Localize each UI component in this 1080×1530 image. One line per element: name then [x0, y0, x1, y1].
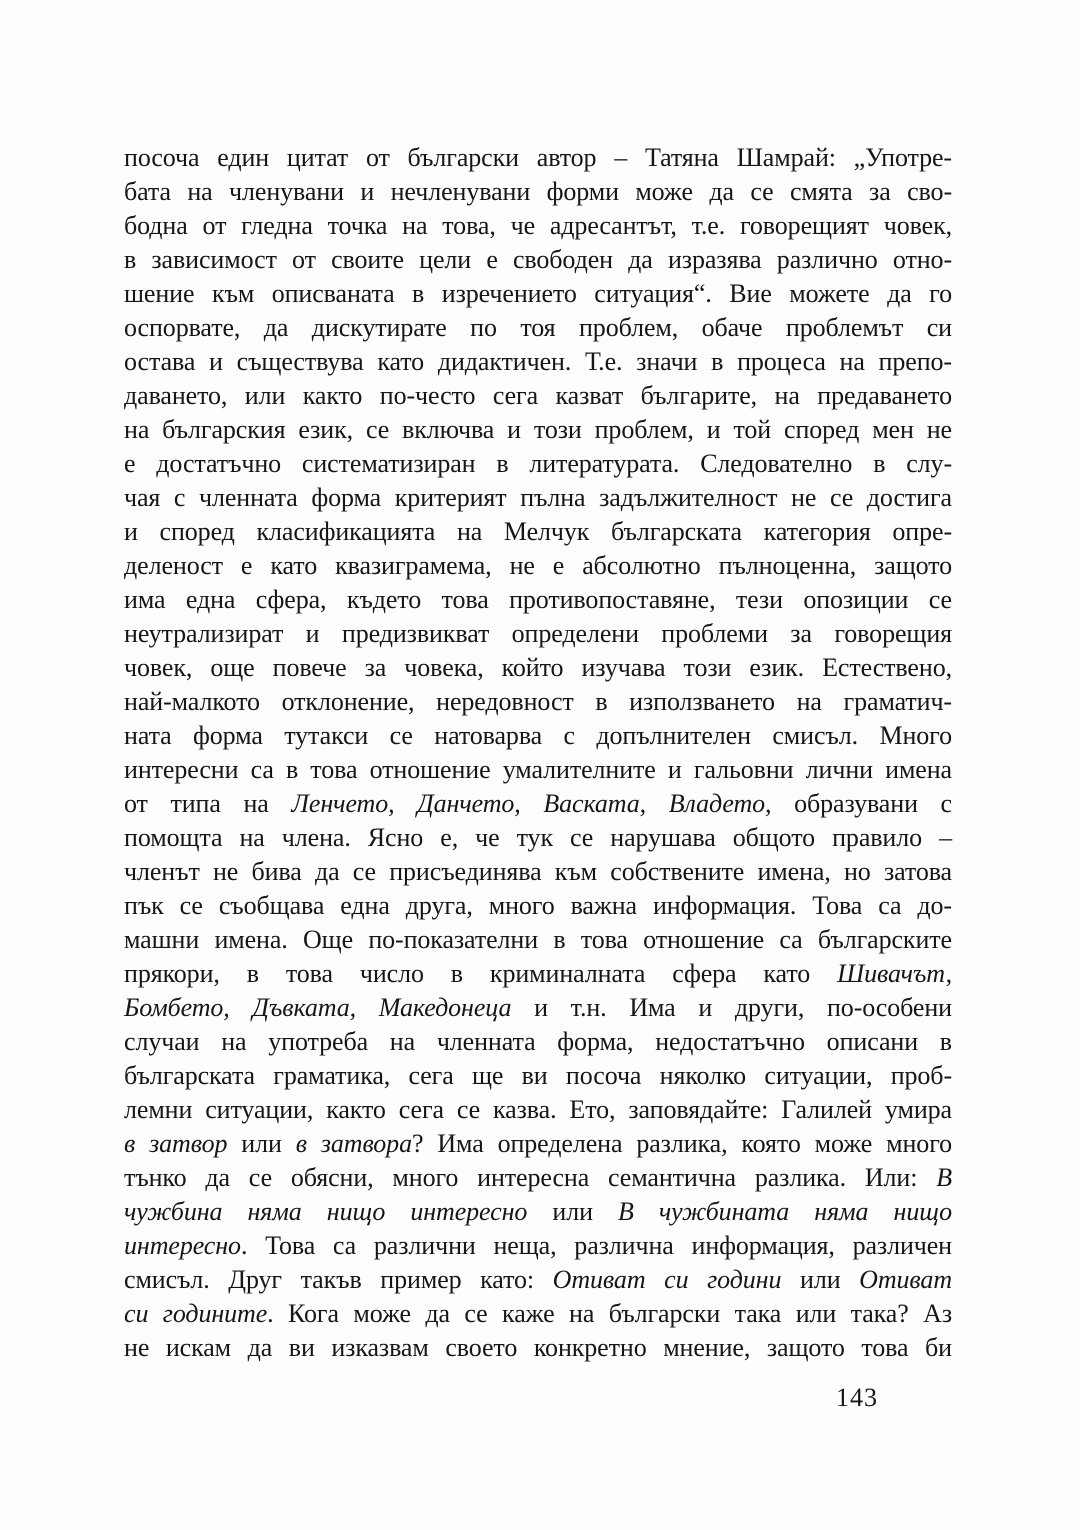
text-line	[124, 1263, 952, 1297]
text-segment: членът не бива да се присъединява към собствените имена, но затова	[124, 857, 952, 886]
text-segment: оспорвате, да дискутирате по тоя проблем, обаче проблемът си	[124, 313, 952, 342]
text-line	[124, 345, 952, 379]
text-segment: неутрализират и предизвикват определени проблеми за говорещия	[124, 619, 952, 648]
text-segment: помощта на члена. Ясно е, че тук се нарушава общото правило –	[124, 823, 952, 852]
text-line	[124, 719, 952, 753]
text-segment: лемни ситуации, както сега се казва. Ето, заповядайте: Галилей умира	[124, 1095, 952, 1124]
text-segment: чая с членната форма критерият пълна задължителност не се достига	[124, 483, 952, 512]
text-segment: има една сфера, където това противопоставяне, тези опозиции се	[124, 585, 952, 614]
text-line	[124, 413, 952, 447]
text-line	[124, 957, 952, 991]
italic-text-segment: Отиват	[859, 1265, 952, 1294]
text-line	[124, 991, 952, 1025]
text-line	[124, 447, 952, 481]
text-line	[124, 753, 952, 787]
italic-text-segment: чужбина няма нищо интересно	[124, 1197, 528, 1226]
page-number: 143	[836, 1383, 878, 1412]
italic-text-segment: в затвор	[124, 1129, 228, 1158]
text-segment: и според класификацията на Мелчук българската категория опре-	[124, 517, 952, 546]
text-line	[124, 1195, 952, 1229]
text-line	[124, 1161, 952, 1195]
text-segment: е достатъчно систематизиран в литературата. Следователно в слу-	[124, 449, 952, 478]
text-segment: . Това са различни неща, различна информация, различен	[240, 1231, 952, 1260]
text-segment: смисъл. Друг такъв пример като:	[124, 1265, 553, 1294]
italic-text-segment: Ленчето, Данчето, Васката, Владето,	[291, 789, 772, 818]
text-line	[124, 651, 952, 685]
text-segment: ната форма тутакси се натоварва с допълнителен смисъл. Много	[124, 721, 952, 750]
italic-text-segment: В	[936, 1163, 952, 1192]
text-segment: ? Има определена разлика, която може много	[412, 1129, 953, 1158]
text-segment: човек, още повече за човека, който изучава този език. Естествено,	[124, 653, 952, 682]
italic-text-segment: интересно	[124, 1231, 241, 1260]
text-line	[124, 1331, 952, 1365]
text-line	[124, 1127, 952, 1161]
text-line	[124, 481, 952, 515]
text-segment: . Кога може да се каже на български така или така? Аз	[267, 1299, 952, 1328]
text-segment: пък се съобщава една друга, много важна информация. Това са до-	[124, 891, 952, 920]
text-line	[124, 243, 952, 277]
text-line	[124, 855, 952, 889]
text-segment: или	[781, 1265, 860, 1294]
italic-text-segment: Бомбето, Дъвката, Македонеца	[124, 993, 512, 1022]
italic-text-segment: В чужбината няма нищо	[617, 1197, 952, 1226]
text-segment: тънко да се обясни, много интересна семантична разлика. Или:	[124, 1163, 937, 1192]
text-segment: или	[527, 1197, 618, 1226]
text-segment: интересни са в това отношение умалителните и гальовни лични имена	[124, 755, 952, 784]
text-line	[124, 787, 952, 821]
text-line	[124, 685, 952, 719]
text-segment: бата на членувани и нечленувани форми може да се смята за сво-	[124, 177, 952, 206]
text-segment: в зависимост от своите цели е свободен да изразява различно отно-	[124, 245, 952, 274]
text-line	[124, 311, 952, 345]
text-line	[124, 617, 952, 651]
text-segment: от типа на	[124, 789, 292, 818]
text-segment: машни имена. Още по-показателни в това отношение са българските	[124, 925, 952, 954]
italic-text-segment: в затвора	[295, 1129, 412, 1158]
text-line	[124, 923, 952, 957]
text-line	[124, 1025, 952, 1059]
text-line	[124, 379, 952, 413]
text-line	[124, 209, 952, 243]
text-segment: остава и съществува като дидактичен. Т.е. значи в процеса на препо-	[124, 347, 952, 376]
text-line	[124, 141, 952, 175]
text-line	[124, 1229, 952, 1263]
italic-text-segment: Шивачът,	[837, 959, 952, 988]
text-segment: посоча един цитат от български автор – Татяна Шамрай: „Употре-	[124, 143, 952, 172]
text-line	[124, 1093, 952, 1127]
text-segment: случаи на употреба на членната форма, недостатъчно описани в	[124, 1027, 952, 1056]
text-segment: не искам да ви изказвам своето конкретно мнение, защото това би	[124, 1333, 952, 1362]
text-segment: деленост е като квазиграмема, не е абсолютно пълноценна, защото	[124, 551, 952, 580]
text-segment: образувани с	[771, 789, 952, 818]
italic-text-segment: Отиват си години	[552, 1265, 782, 1294]
text-segment: прякори, в това число в криминалната сфера като	[124, 959, 838, 988]
text-line	[124, 1059, 952, 1093]
text-segment: на българския език, се включва и този проблем, и той според мен не	[124, 415, 952, 444]
page-text-block	[124, 141, 952, 1365]
text-line	[124, 583, 952, 617]
text-segment: шение към описваната в изречението ситуация“. Вие можете да го	[124, 279, 952, 308]
italic-text-segment: си годините	[124, 1299, 268, 1328]
text-line	[124, 175, 952, 209]
text-segment: бодна от гледна точка на това, че адресантът, т.е. говорещият човек,	[124, 211, 952, 240]
text-line	[124, 515, 952, 549]
text-line	[124, 1297, 952, 1331]
text-line	[124, 821, 952, 855]
text-segment: българската граматика, сега ще ви посоча няколко ситуации, проб-	[124, 1061, 952, 1090]
text-line	[124, 277, 952, 311]
text-segment: най-малкото отклонение, нередовност в използването на граматич-	[124, 687, 952, 716]
text-line	[124, 549, 952, 583]
text-segment: даването, или както по-често сега казват българите, на предаването	[124, 381, 952, 410]
text-segment: и т.н. Има и други, по-особени	[511, 993, 952, 1022]
text-line	[124, 889, 952, 923]
text-segment: или	[227, 1129, 296, 1158]
